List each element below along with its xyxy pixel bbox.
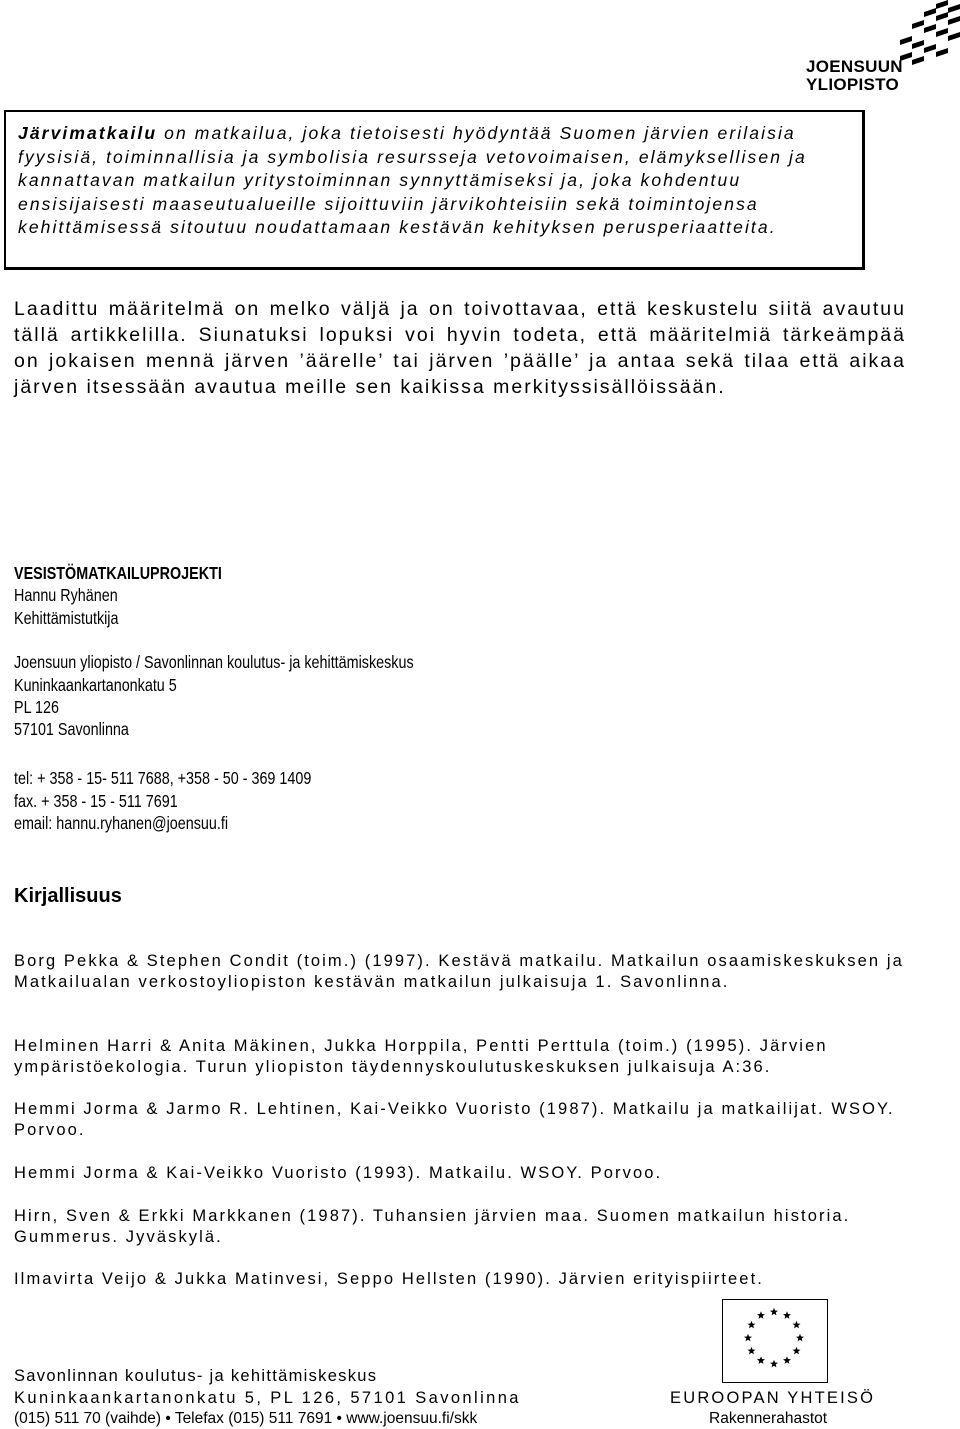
reference-item: Helminen Harri & Anita Mäkinen, Jukka Horppila, Pentti Perttula (toim.) (1995). Järvien ympäristöekologia. Turun yliopiston täydennyskoulutuskeskuksen julkaisuja A:36. [14,1037,828,1076]
logo-line-2: YLIOPISTO [806,75,900,94]
eu-star-icon [793,1347,801,1355]
contact-street: Kuninkaankartanonkatu 5 [14,675,177,695]
eu-star-icon [744,1334,752,1342]
eu-star-icon [747,1321,755,1329]
reference-item: Borg Pekka & Stephen Condit (toim.) (1997). Kestävä matkailu. Matkailun osaamiskeskuksen ja Matkailualan verkostoyliopiston kestävän matkailun julkaisuja 1. Savonlinna. [14,952,904,991]
contact-email-link[interactable]: email: hannu.ryhanen@joensuu.fi [14,813,229,833]
eu-star-icon [793,1321,801,1329]
definition-body: on matkailua, joka tietoisesti hyödyntää Suomen järvien erilaisia fyysisiä, toiminnallisia ja symbolisia resursseja vetovoimaisen, elämyksellisen ja kannattavan matkailun yritystoiminnan synnyttämiseksi ja, joka kohdentuu ensisijaisesti maaseutualueille sijoittuviin järvikohteisiin sekä toimintojensa kehittämisessä sitoutuu noudattamaan kestävän kehityksen perusperiaatteita. [18,123,807,237]
contact-tel: tel: + 358 - 15- 511 7688, +358 - 50 - 369 1409 [14,768,312,788]
reference-item: Hemmi Jorma & Jarmo R. Lehtinen, Kai-Veikko Vuoristo (1987). Matkailu ja matkailijat. WSOY. Porvoo. [14,1100,895,1139]
contact-pobox: PL 126 [14,697,59,717]
eu-name: EUROOPAN YHTEISÖ [670,1389,876,1407]
contact-org: Joensuun yliopisto / Savonlinnan koulutus- ja kehittämiskeskus [14,652,414,672]
reference-item: Hemmi Jorma & Kai-Veikko Vuoristo (1993). Matkailu. WSOY. Porvoo. [14,1164,663,1182]
eu-star-icon [757,1311,765,1319]
eu-star-icon [783,1356,791,1364]
intro-paragraph: Laadittu määritelmä on melko väljä ja on toivottavaa, että keskustelu siitä avautuu tällä artikkelilla. Siunatuksi lopuksi voi hyvin todeta, että määritelmiä tärkeämpää on jokaisen mennä järven ’äärelle’ tai järven ’päälle’ ja antaa sekä tilaa että aikaa järven itsessään avautua meille sen kaikissa merkityssisällöissään. [14,298,906,398]
eu-star-icon [796,1334,804,1342]
eu-star-icon [783,1311,791,1319]
reference-item: Hirn, Sven & Erkki Markkanen (1987). Tuhansien järvien maa. Suomen matkailun historia. Gummerus. Jyväskylä. [14,1207,851,1246]
definition-term: Järvimatkailu [18,123,158,143]
definition-text [18,122,863,240]
eu-star-icon [770,1360,778,1368]
eu-flag-icon [722,1299,828,1383]
contact-fax: fax. + 358 - 15 - 511 7691 [14,791,178,811]
logo-line-1: JOENSUUN [806,57,903,76]
contact-name: Hannu Ryhänen [14,585,118,605]
literature-heading: Kirjallisuus [14,885,122,907]
reference-item: Ilmavirta Veijo & Jukka Matinvesi, Seppo Hellsten (1990). Järvien erityispiirteet. [14,1270,764,1288]
project-title: VESISTÖMATKAILUPROJEKTI [14,563,222,583]
eu-star-icon [757,1356,765,1364]
contact-role: Kehittämistutkija [14,608,119,628]
eu-star-icon [747,1347,755,1355]
footer-phone: (015) 511 70 (vaihde) • Telefax (015) 511 7691 • www.joensuu.fi/skk [14,1410,478,1427]
eu-fund: Rakennerahastot [709,1410,828,1427]
eu-star-icon [770,1308,778,1316]
definition-box [4,110,865,270]
eu-stars-icon [723,1300,826,1381]
university-logo-text [806,58,906,94]
footer-org: Savonlinnan koulutus- ja kehittämiskeskus [14,1367,378,1385]
footer-address: Kuninkaankartanonkatu 5, PL 126, 57101 Savonlinna [14,1389,521,1407]
contact-city: 57101 Savonlinna [14,719,129,739]
